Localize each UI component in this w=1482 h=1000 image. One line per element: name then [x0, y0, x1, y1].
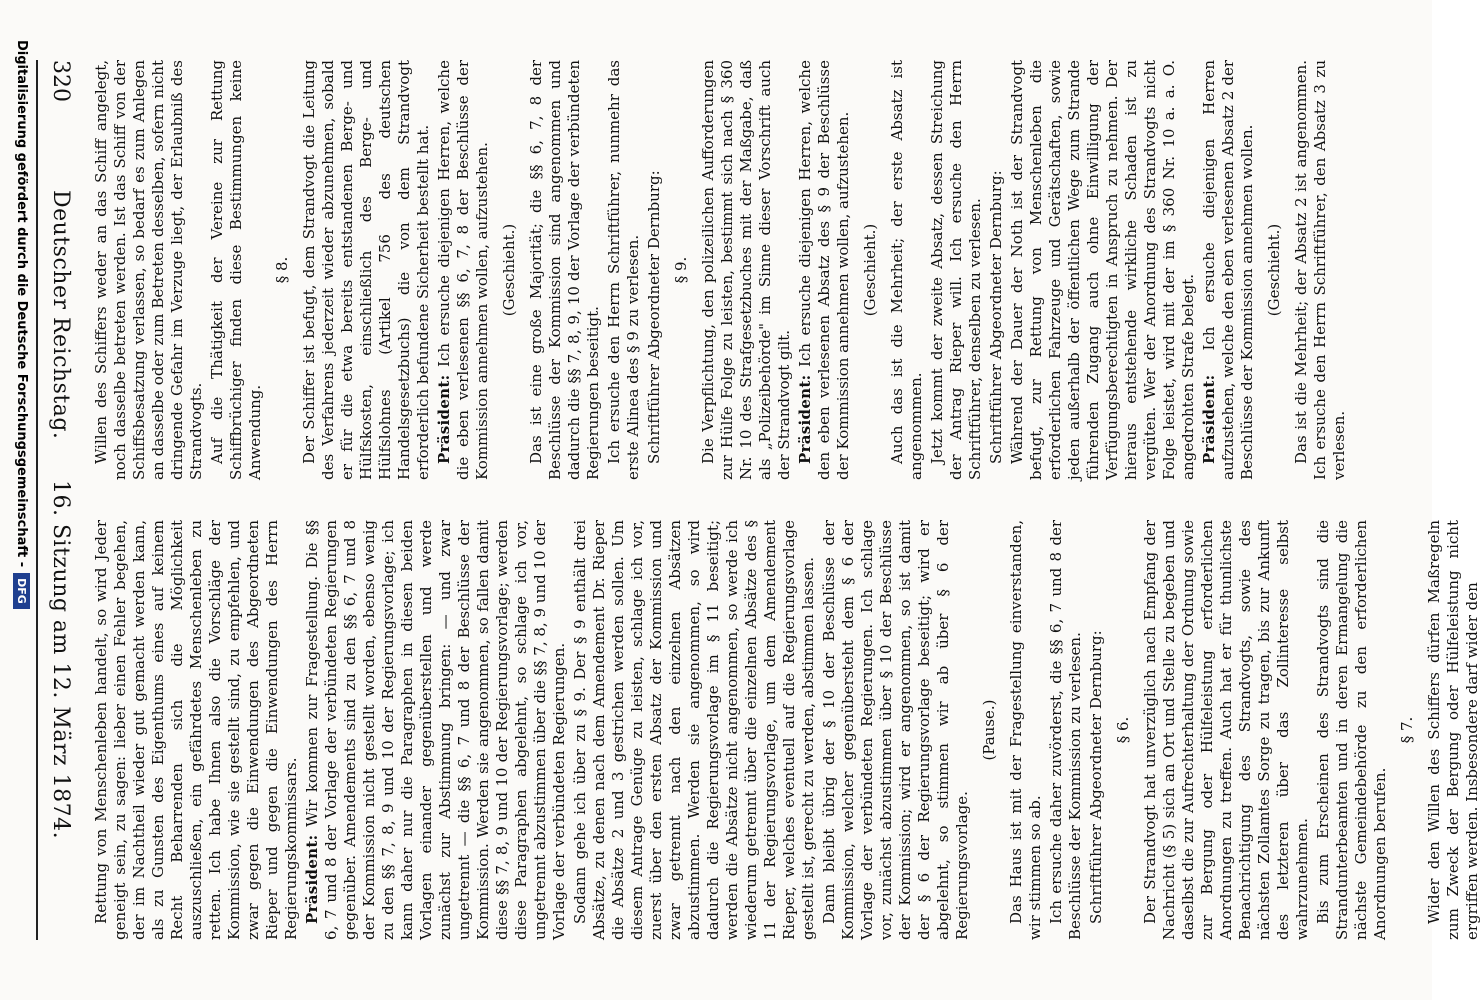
speech: [435, 60, 492, 480]
speaker-name: Präsident:: [435, 374, 453, 464]
speaker-name: Schriftführer Abgeordneter Dernburg:: [987, 170, 1005, 464]
paragraph: Ich ersuche den Herrn Schriftführer, nunmehr das erste Alinea des § 9 zu verlesen.: [605, 60, 642, 480]
dfg-logo: DFG: [13, 573, 30, 609]
stage-direction: (Pause.): [980, 699, 998, 761]
paragraph: Ich ersuche daher zuvörderst, die §§ 6, 7 und 8 der Beschlüsse der Kommission zu verlesen.: [1047, 520, 1084, 940]
session-title: 16. Sitzung am 12. März 1874.: [48, 480, 73, 840]
paragraph: Auch das ist die Mehrheit; der erste Absatz ist angenommen.: [888, 60, 925, 480]
speech: [1200, 60, 1257, 480]
digitization-credit: [13, 40, 30, 940]
speaker-name: Schriftführer Abgeordneter Dernburg:: [645, 170, 663, 464]
section-heading: § 8.: [273, 256, 291, 284]
paragraph: Willen des Schiffers weder an das Schiff angelegt, noch dasselbe betreten werden. Ist das Schiff von der Schiffsbesatzung verlassen, so bedarf es zum Anlegen an dasselbe oder zum Betreten desselben, sofern nicht dringende Gefahr im Verzuge liegt, der Erlaubniß des Strandvogts.: [92, 60, 205, 480]
paragraph: Der Schiffer ist befugt, dem Strandvogt die Leitung des Verfahrens jederzeit wieder abzunehmen, sobald er für die etwa bereits entstandenen Berge- und Hülfskosten, einschließlich des Berge- und Hülfslohnes (Artikel 756 des deutschen Handelsgesetzbuchs) die von dem Strandvogt erforderlich befundene Sicherheit bestellt hat.: [300, 60, 432, 480]
paragraph: Die Verpflichtung, den polizeilichen Aufforderungen zur Hülfe Folge zu leisten, bestimmt sich nach § 360 Nr. 10 des Strafgesetzbuches mit der Maßgabe, daß als „Polizeibehörde" im Sinne dieser Vorschrift auch der Strandvogt gilt.: [699, 60, 793, 480]
speaker-name: Präsident:: [796, 374, 814, 464]
speech: [303, 520, 569, 940]
stage-direction: (Geschieht.): [1265, 223, 1283, 317]
speech-text: Ich ersuche diejenigen Herren, welche die eben verlesenen §§ 6, 7, 8 der Beschlüsse der Kommission annehmen wollen, aufzustehen.: [435, 60, 491, 480]
speech-text: Ich ersuche diejenigen Herren aufzustehen, welche den eben verlesenen Absatz 2 der Beschlüsse der Kommission annehmen wollen.: [1200, 60, 1256, 480]
section-heading: § 6.: [1114, 716, 1132, 744]
header-rule: [36, 60, 38, 940]
paragraph: Wider den Willen des Schiffers dürfen Maßregeln zum Zweck der Bergung oder Hülfeleistung nicht ergriffen werden. Insbesondere darf wider den: [1425, 520, 1481, 940]
paragraph: Das ist eine große Majorität; die §§ 6, 7, 8 der Beschlüsse der Kommission sind angenommen und dadurch die §§ 7, 8, 9, 10 der Vorlage der verbündeten Regierungen beseitigt.: [527, 60, 602, 480]
publication-title: Deutscher Reichstag.: [48, 190, 73, 440]
speech: [796, 60, 853, 480]
paragraph: Rettung von Menschenleben handelt, so wird Jeder geneigt sein, zu sagen: lieber einen Fehler begehen, der im Nachtheil wieder gut gemacht werden kann, als zu Gunsten des Eigenthums eines auf keinem Recht Beharrenden sich die Möglichkeit auszuschließen, ein gefährdetes Menschenleben zu retten. Ich habe Ihnen also die Vorschläge der Kommission, wie sie gestellt sind, zu empfehlen, und zwar gegen die Einwendungen des Abgeordneten Rieper und gegen die Einwendungen des Herrn Regierungskommissars.: [92, 520, 300, 940]
right-column: [92, 60, 1392, 480]
section-heading: § 9.: [672, 256, 690, 284]
credit-text: Digitalisierung gefördert durch die Deutsche Forschungsgemeinschaft -: [14, 40, 29, 568]
speaker-name: Schriftführer Abgeordneter Dernburg:: [1087, 630, 1105, 924]
paragraph: Das ist die Mehrheit; der Absatz 2 ist angenommen. Ich ersuche den Herrn Schriftführer, den Absatz 3 zu verlesen.: [1292, 60, 1348, 480]
speech-text: Wir kommen zur Fragestellung. Die §§ 6, 7 und 8 der Vorlage der verbündeten Regierungen gegenüber. Amendements sind zu den §§ 6, 7 und 8 der Kommission nicht gestellt worden, ebenso wenig zu den §§ 7, 8, 9 und 10 der Regierungsvorlage; ich kann daher nur die Paragraphen in diesen beiden Vorlagen einander gegenüberstellen und werde zunächst zur Abstimmung bringen: — und zwar ungetrennt — die §§ 6, 7 und 8 der Beschlüsse der Kommission. Werden sie angenommen, so fallen damit diese §§ 7, 8, 9 und 10 der Regierungsvorlage; werden diese Paragraphen abgelehnt, so schlage ich vor, ungetrennt abzustimmen über die §§ 7, 8, 9 und 10 der Vorlage der verbündeten Regierungen.: [303, 520, 568, 940]
left-column: [92, 520, 1481, 940]
section-heading: § 7.: [1398, 716, 1416, 744]
stage-direction: (Geschieht.): [500, 223, 518, 317]
paragraph: Auf die Thätigkeit der Vereine zur Rettung Schiffbrüchiger finden diese Bestimmungen keine Anwendung.: [208, 60, 264, 480]
speaker-name: Präsident:: [303, 834, 321, 924]
paragraph: Bis zum Erscheinen des Strandvogts sind die Strandunterbeamten und in deren Ermangelung die nächste Gemeindebehörde zu den erforderlichen Anordnungen berufen.: [1314, 520, 1389, 940]
paragraph: Jetzt kommt der zweite Absatz, dessen Streichung der Antrag Rieper will. Ich ersuche den Herrn Schriftführer, denselben zu verlesen.: [928, 60, 984, 480]
paragraph: Sodann gehe ich über zu § 9. Der § 9 enthält drei Absätze, zu denen nach dem Amendement Dr. Rieper die Absätze 2 und 3 gestrichen werden sollen. Um diesem Antrage Genüge zu leisten, schlage ich vor, zuerst über den ersten Absatz der Kommission und zwar getrennt nach den einzelnen Absätzen abzustimmen. Werden sie angenommen, so wird dadurch die Regierungsvorlage im § 11 beseitigt; werden die Absätze nicht angenommen, so werde ich wiederum getrennt über die einzelnen Absätze des § 11 der Regierungsvorlage, um dem Amendement Rieper, welches eventuell auf die Regierungsvorlage gestellt ist, gerecht zu werden, abstimmen lassen.: [571, 520, 817, 940]
paragraph: Der Strandvogt hat unverzüglich nach Empfang der Nachricht (§ 5) sich an Ort und Stelle zu begeben und daselbst die zur Aufrechterhaltung der Ordnung sowie zur Bergung oder Hülfeleistung erforderlichen Anordnungen zu treffen. Auch hat er für thunlichste Benachrichtigung des Strandvogts, sowie des nächsten Zollamtes Sorge zu tragen, bis zur Ankunft des letzteren über das Zollinteresse selbst wahrzunehmen.: [1141, 520, 1311, 940]
paragraph: Während der Dauer der Noth ist der Strandvogt befugt, zur Rettung von Menschenleben die erforderlichen Fahrzeuge und Gerätschaften, sowie jeden außerhalb der öffentlichen Wege zum Strande führenden Zugang auch ohne Einwilligung der Verfügungsberechtigten in Anspruch zu nehmen. Der hieraus entstehende wirkliche Schaden ist zu vergüten. Wer der Anordnung des Strandvogts nicht Folge leistet, wird mit der im § 360 Nr. 10 a. a. O. angedrohten Strafe belegt.: [1008, 60, 1197, 480]
paragraph: Dann bleibt übrig der § 10 der Beschlüsse der Kommission, welcher gegenübersteht dem § 6 der Vorlage der verbündeten Regierungen. Ich schlage vor, zunächst abzustimmen über § 10 der Beschlüsse der Kommission; wird er angenommen, so ist damit der § 6 der Regierungsvorlage beseitigt; wird er abgelehnt, so stimmen wir ab über § 6 der Regierungsvorlage.: [820, 520, 971, 940]
speaker-name: Präsident:: [1200, 374, 1218, 464]
page-header: [40, 60, 80, 940]
page-number: 320: [48, 60, 73, 102]
paragraph: Das Haus ist mit der Fragestellung einverstanden, wir stimmen so ab.: [1007, 520, 1044, 940]
stage-direction: (Geschieht.): [861, 223, 879, 317]
speech-text: Ich ersuche diejenigen Herren, welche den eben verlesenen Absatz des § 9 der Beschlüsse der Kommission annehmen wollen, aufzustehen.: [796, 60, 852, 480]
